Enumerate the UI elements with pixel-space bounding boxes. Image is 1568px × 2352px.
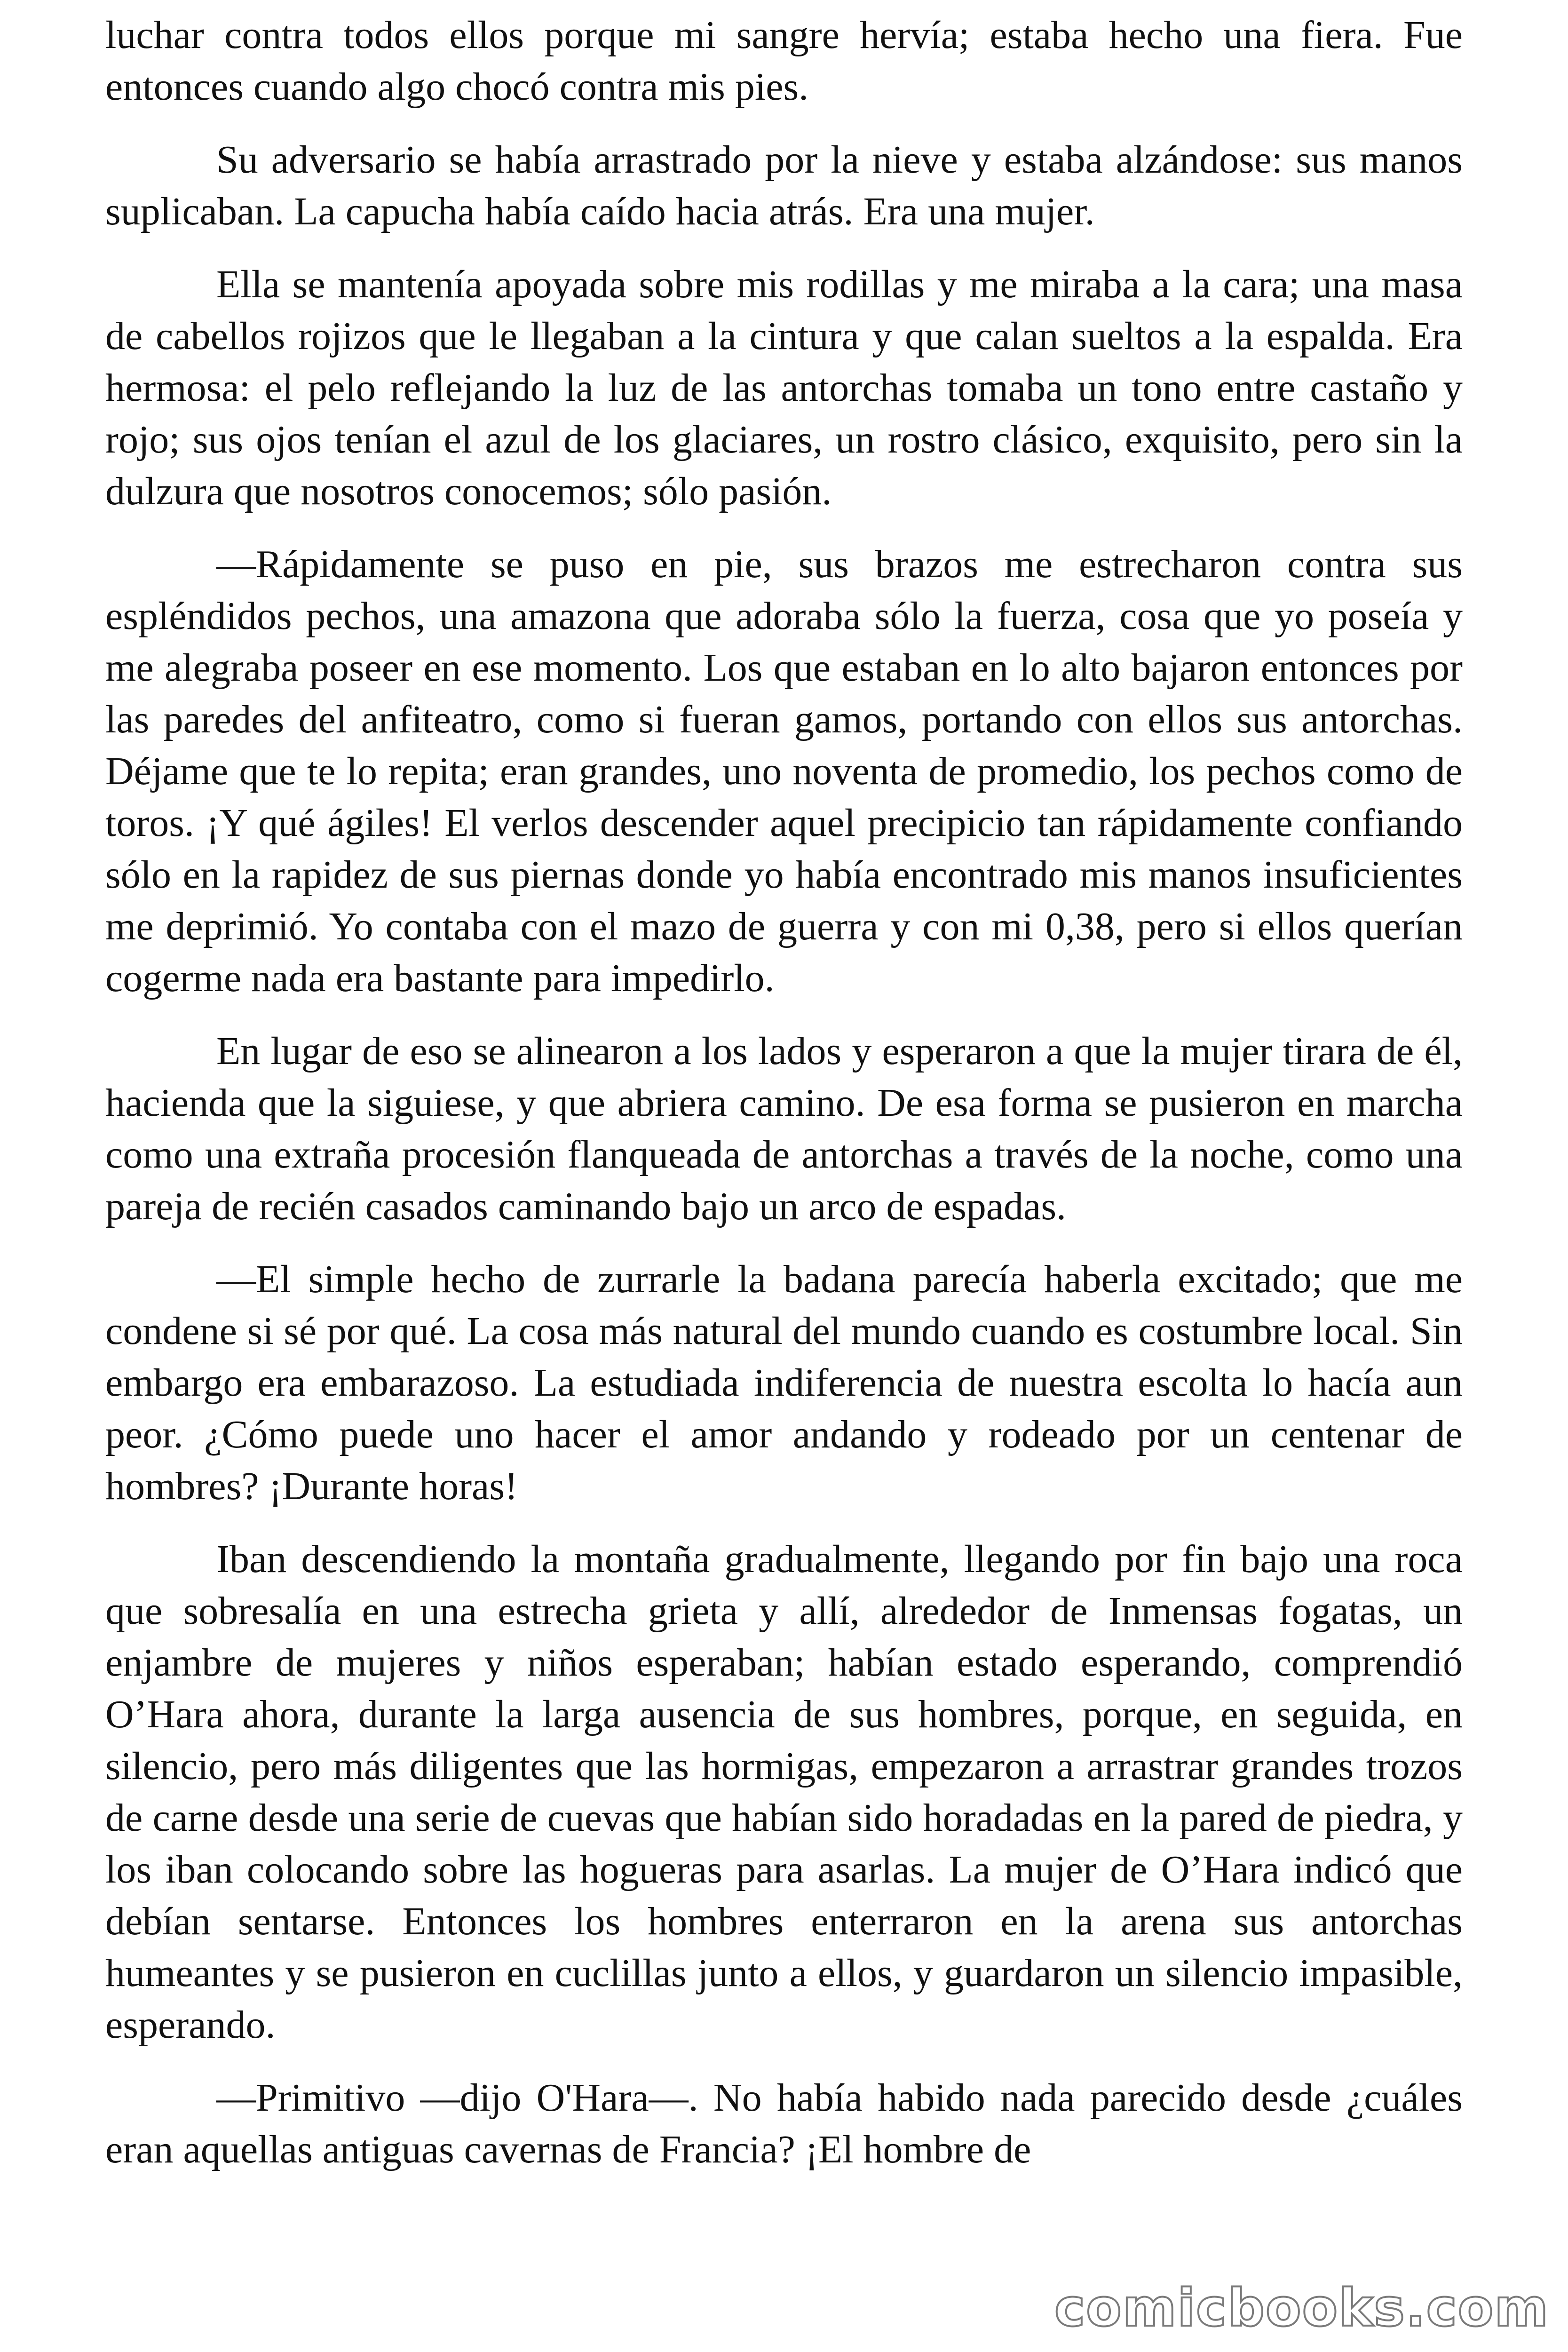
paragraph-2: Su adversario se había arrastrado por la nieve y estaba alzándose: sus manos suplicaban. La capucha había caído hacia atrás. Era una mujer. [105, 138, 1463, 233]
paragraph-7: Iban descendiendo la montaña gradualmente, llegando por fin bajo una roca que sobresalía en una estrecha grieta y allí, alrededor de Inmensas fogatas, un enjambre de mujeres y niños esperaban; habían estado esperando, comprendió O’Hara ahora, durante la larga ausencia de sus hombres, porque, en seguida, en silencio, pero más diligentes que las hormigas, empezaron a arrastrar grandes trozos de carne desde una serie de cuevas que habían sido horadadas en la pared de piedra, y los iban colocando sobre las hogueras para asarlas. La mujer de O’Hara indicó que debían sentarse. Entonces los hombres enterraron en la arena sus antorchas humeantes y se pusieron en cuclillas junto a ellos, y guardaron un silencio impasible, esperando. [105, 1537, 1463, 2047]
paragraph-5: En lugar de eso se alinearon a los lados y esperaron a que la mujer tirara de él, hacienda que la siguiese, y que abriera camino. De esa forma se pusieron en marcha como una extraña procesión flanqueada de antorchas a través de la noche, como una pareja de recién casados caminando bajo un arco de espadas. [105, 1029, 1463, 1228]
paragraph-1: luchar contra todos ellos porque mi sangre hervía; estaba hecho una fiera. Fue entonces cuando algo chocó contra mis pies. [105, 13, 1463, 109]
watermark: comicbooks.com [1054, 2278, 1549, 2338]
paragraph-3: Ella se mantenía apoyada sobre mis rodillas y me miraba a la cara; una masa de cabellos rojizos que le llegaban a la cintura y que calan sueltos a la espalda. Era hermosa: el pelo reflejando la luz de las antorchas tomaba un tono entre castaño y rojo; sus ojos tenían el azul de los glaciares, un rostro clásico, exquisito, pero sin la dulzura que nosotros conocemos; sólo pasión. [105, 262, 1463, 513]
page-text [105, 9, 1463, 2176]
paragraph-6: —El simple hecho de zurrarle la badana parecía haberla excitado; que me condene si sé por qué. La cosa más natural del mundo cuando es costumbre local. Sin embargo era embarazoso. La estudiada indiferencia de nuestra escolta lo hacía aun peor. ¿Cómo puede uno hacer el amor andando y rodeado por un centenar de hombres? ¡Durante horas! [105, 1257, 1463, 1508]
paragraph-8: —Primitivo —dijo O'Hara—. No había habido nada parecido desde ¿cuáles eran aquellas antiguas cavernas de Francia? ¡El hombre de [105, 2076, 1463, 2171]
paragraph-4: —Rápidamente se puso en pie, sus brazos me estrecharon contra sus espléndidos pechos, una amazona que adoraba sólo la fuerza, cosa que yo poseía y me alegraba poseer en ese momento. Los que estaban en lo alto bajaron entonces por las paredes del anfiteatro, como si fueran gamos, portando con ellos sus antorchas. Déjame que te lo repita; eran grandes, uno noventa de promedio, los pechos como de toros. ¡Y qué ágiles! El verlos descender aquel precipicio tan rápidamente confiando sólo en la rapidez de sus piernas donde yo había encontrado mis manos insuficientes me deprimió. Yo contaba con el mazo de guerra y con mi 0,38, pero si ellos querían cogerme nada era bastante para impedirlo. [105, 542, 1463, 1000]
